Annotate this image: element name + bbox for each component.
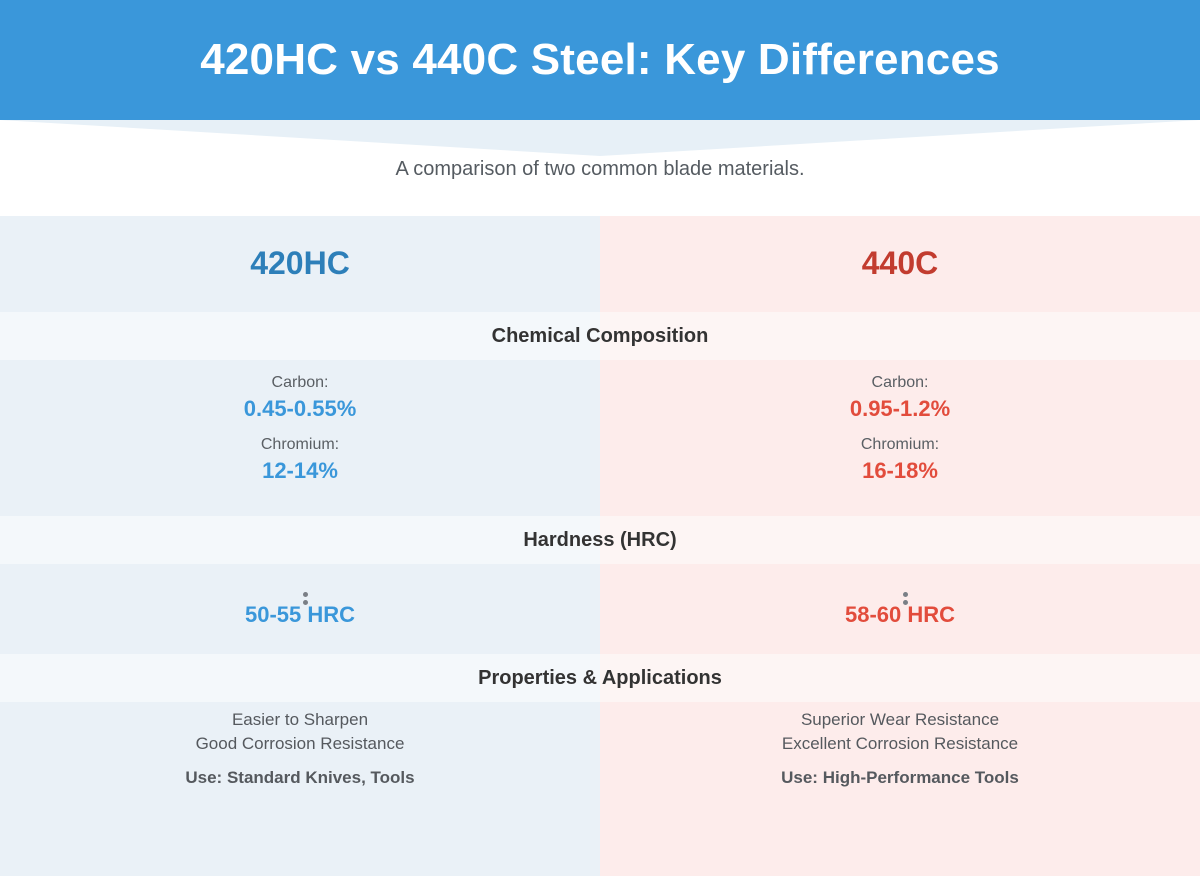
use-text: Use: Standard Knives, Tools xyxy=(185,768,415,787)
hardness-value: 58-60 HRC xyxy=(844,602,956,627)
chromium-label: Chromium: xyxy=(860,436,940,453)
property-item: Good Corrosion Resistance xyxy=(195,734,405,753)
carbon-value: 0.45-0.55% xyxy=(243,396,357,421)
carbon-value: 0.95-1.2% xyxy=(849,396,951,421)
composition-440c xyxy=(600,374,1200,484)
properties-420hc xyxy=(0,708,600,788)
header-chevron xyxy=(0,120,1200,156)
page-title: 420HC vs 440C Steel: Key Differences xyxy=(200,35,1000,84)
section-title-properties: Properties & Applications xyxy=(478,666,722,689)
chromium-value: 12-14% xyxy=(262,458,338,483)
steel-name-440c: 440C xyxy=(861,245,939,281)
property-item: Easier to Sharpen xyxy=(231,710,369,729)
section-band-properties xyxy=(0,654,1200,702)
hardness-440c xyxy=(600,602,1200,628)
properties-440c xyxy=(600,708,1200,788)
section-band-hardness xyxy=(0,516,1200,564)
carbon-label: Carbon: xyxy=(871,374,929,391)
composition-420hc xyxy=(0,374,600,484)
section-title-hardness: Hardness (HRC) xyxy=(523,528,677,551)
carbon-label: Carbon: xyxy=(271,374,329,391)
section-title-composition: Chemical Composition xyxy=(491,324,709,347)
hardness-value: 50-55 HRC xyxy=(244,602,356,627)
section-band-composition xyxy=(0,312,1200,360)
page-header xyxy=(0,0,1200,120)
steel-name-420hc: 420HC xyxy=(250,245,350,281)
property-item: Excellent Corrosion Resistance xyxy=(781,734,1019,753)
hardness-420hc xyxy=(0,602,600,628)
chromium-label: Chromium: xyxy=(260,436,340,453)
property-item: Superior Wear Resistance xyxy=(800,710,1000,729)
chromium-value: 16-18% xyxy=(862,458,938,483)
page-subtitle: A comparison of two common blade materials. xyxy=(395,158,805,180)
use-text: Use: High-Performance Tools xyxy=(781,768,1019,787)
